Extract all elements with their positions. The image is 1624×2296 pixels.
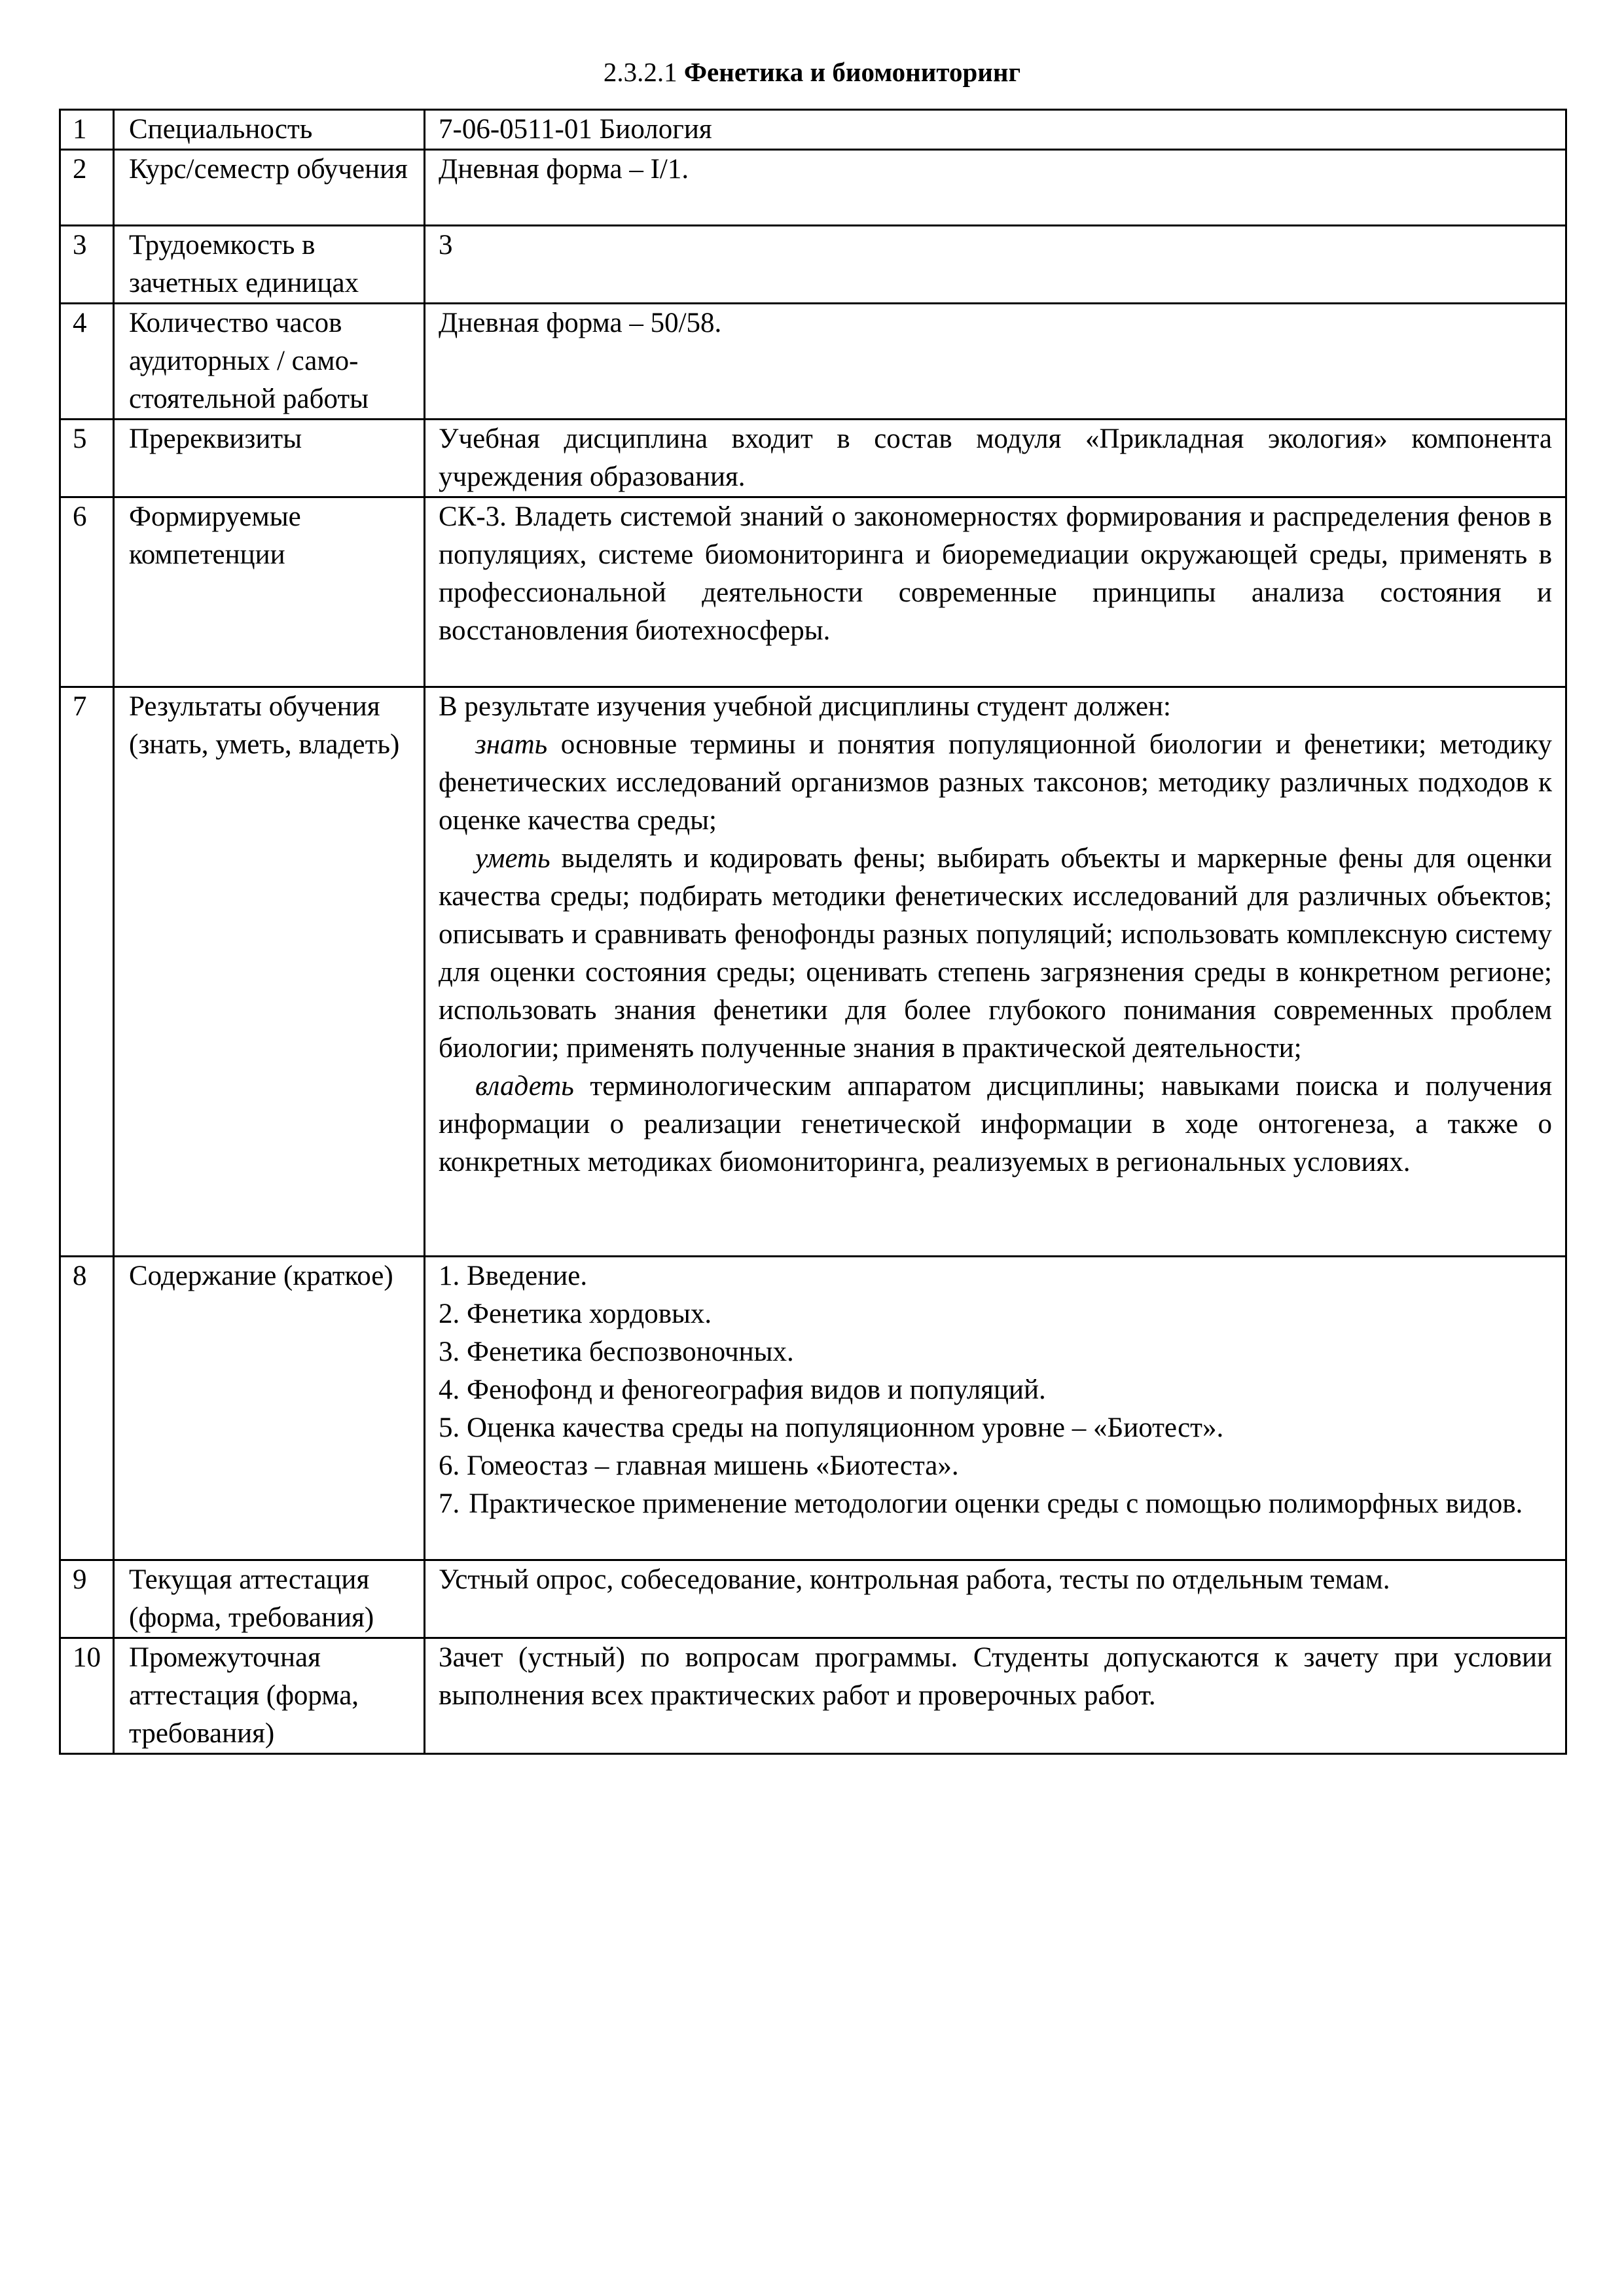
learning-outcomes bbox=[425, 687, 1566, 1257]
list-item-text: Практическое применение методологии оценки среды с помощью полиморфных видов. bbox=[469, 1488, 1523, 1519]
row-number: 2 bbox=[60, 150, 114, 226]
table-row bbox=[60, 150, 1566, 226]
list-item: 5. Оценка качества среды на популяционном уровне – «Биотест». bbox=[439, 1412, 1224, 1443]
list-item: 6. Гомеостаз – главная мишень «Биотеста». bbox=[439, 1450, 959, 1481]
row-number: 8 bbox=[60, 1257, 114, 1560]
row-label: Промежуточная аттестация (форма, требования) bbox=[114, 1638, 425, 1754]
row-label: Специальность bbox=[114, 110, 425, 150]
table-row bbox=[60, 1638, 1566, 1754]
row-label: Количество часов аудиторных / само-стоятельной работы bbox=[114, 304, 425, 420]
list-item bbox=[439, 1485, 1552, 1523]
row-label: Содержание (краткое) bbox=[114, 1257, 425, 1560]
outcome-able bbox=[439, 840, 1552, 1067]
outcome-know bbox=[439, 726, 1552, 840]
row-number: 7 bbox=[60, 687, 114, 1257]
list-item: 3. Фенетика беспозвоночных. bbox=[439, 1336, 794, 1367]
row-label: Трудоемкость в зачетных единицах bbox=[114, 226, 425, 304]
row-content: Зачет (устный) по вопросам программы. Студенты допускаются к зачету при условии выполнения всех практических работ и проверочных работ. bbox=[425, 1638, 1566, 1754]
able-term: уметь bbox=[475, 843, 550, 874]
row-label: Формируемые компетенции bbox=[114, 497, 425, 687]
outcome-own bbox=[439, 1067, 1552, 1181]
title-number: 2.3.2.1 bbox=[603, 57, 677, 87]
row-number: 4 bbox=[60, 304, 114, 420]
know-text: основные термины и понятия популяционной биологии и фенетики; методику фенетических исследований организмов разных таксонов; методику различных подходов к оценке качества среды; bbox=[439, 729, 1552, 836]
row-label: Пререквизиты bbox=[114, 420, 425, 497]
row-content: СК-3. Владеть системой знаний о закономерностях формирования и распределения фенов в популяциях, системе биомониторинга и биоремедиации окружающей среды, применять в профессиональной деятельности современные принципы анализа состояния и восстановления биотехносферы. bbox=[425, 497, 1566, 687]
row-number: 1 bbox=[60, 110, 114, 150]
discipline-passport-table bbox=[59, 109, 1567, 1755]
know-term: знать bbox=[475, 729, 548, 760]
table-row bbox=[60, 1560, 1566, 1638]
table-row bbox=[60, 687, 1566, 1257]
row-content: 7-06-0511-01 Биология bbox=[425, 110, 1566, 150]
row-number: 6 bbox=[60, 497, 114, 687]
list-item: 2. Фенетика хордовых. bbox=[439, 1299, 712, 1329]
outcomes-intro: В результате изучения учебной дисциплины студент должен: bbox=[439, 691, 1172, 722]
row-label: Результаты обучения (знать, уметь, владеть) bbox=[114, 687, 425, 1257]
table-row bbox=[60, 226, 1566, 304]
row-content: Дневная форма – 50/58. bbox=[425, 304, 1566, 420]
able-text: выделять и кодировать фены; выбирать объекты и маркерные фены для оценки качества среды; подбирать методики фенетических исследований для различных объектов; описывать и сравнивать фенофонды разных популяций; использовать комплексную систему для оценки состояния среды; оценивать степень загрязнения среды в конкретном регионе; использовать знания фенетики для более глубокого понимания современных проблем биологии; применять полученные знания в практической деятельности; bbox=[439, 843, 1552, 1064]
list-item: 1. Введение. bbox=[439, 1261, 588, 1291]
list-item: 4. Фенофонд и феногеография видов и популяций. bbox=[439, 1374, 1046, 1405]
table-row bbox=[60, 420, 1566, 497]
row-content: Дневная форма – I/1. bbox=[425, 150, 1566, 226]
own-text: терминологическим аппаратом дисциплины; навыками поиска и получения информации о реализации генетической информации в ходе онтогенеза, а также о конкретных методиках биомониторинга, реализуемых в региональных условиях. bbox=[439, 1071, 1552, 1177]
page-title bbox=[0, 55, 1624, 89]
title-text: Фенетика и биомониторинг bbox=[683, 57, 1021, 87]
own-term: владеть bbox=[475, 1071, 574, 1102]
table-row bbox=[60, 497, 1566, 687]
course-content-list bbox=[425, 1257, 1566, 1560]
row-content: Устный опрос, собеседование, контрольная работа, тесты по отдельным темам. bbox=[425, 1560, 1566, 1638]
list-item-number: 7. bbox=[439, 1488, 460, 1519]
table-row bbox=[60, 1257, 1566, 1560]
row-label: Текущая аттестация (форма, требования) bbox=[114, 1560, 425, 1638]
row-content: Учебная дисциплина входит в состав модуля «Прикладная экология» компонента учреждения образования. bbox=[425, 420, 1566, 497]
row-content: 3 bbox=[425, 226, 1566, 304]
row-number: 10 bbox=[60, 1638, 114, 1754]
row-number: 9 bbox=[60, 1560, 114, 1638]
row-number: 3 bbox=[60, 226, 114, 304]
table-row bbox=[60, 304, 1566, 420]
row-label: Курс/семестр обучения bbox=[114, 150, 425, 226]
row-number: 5 bbox=[60, 420, 114, 497]
table-row bbox=[60, 110, 1566, 150]
